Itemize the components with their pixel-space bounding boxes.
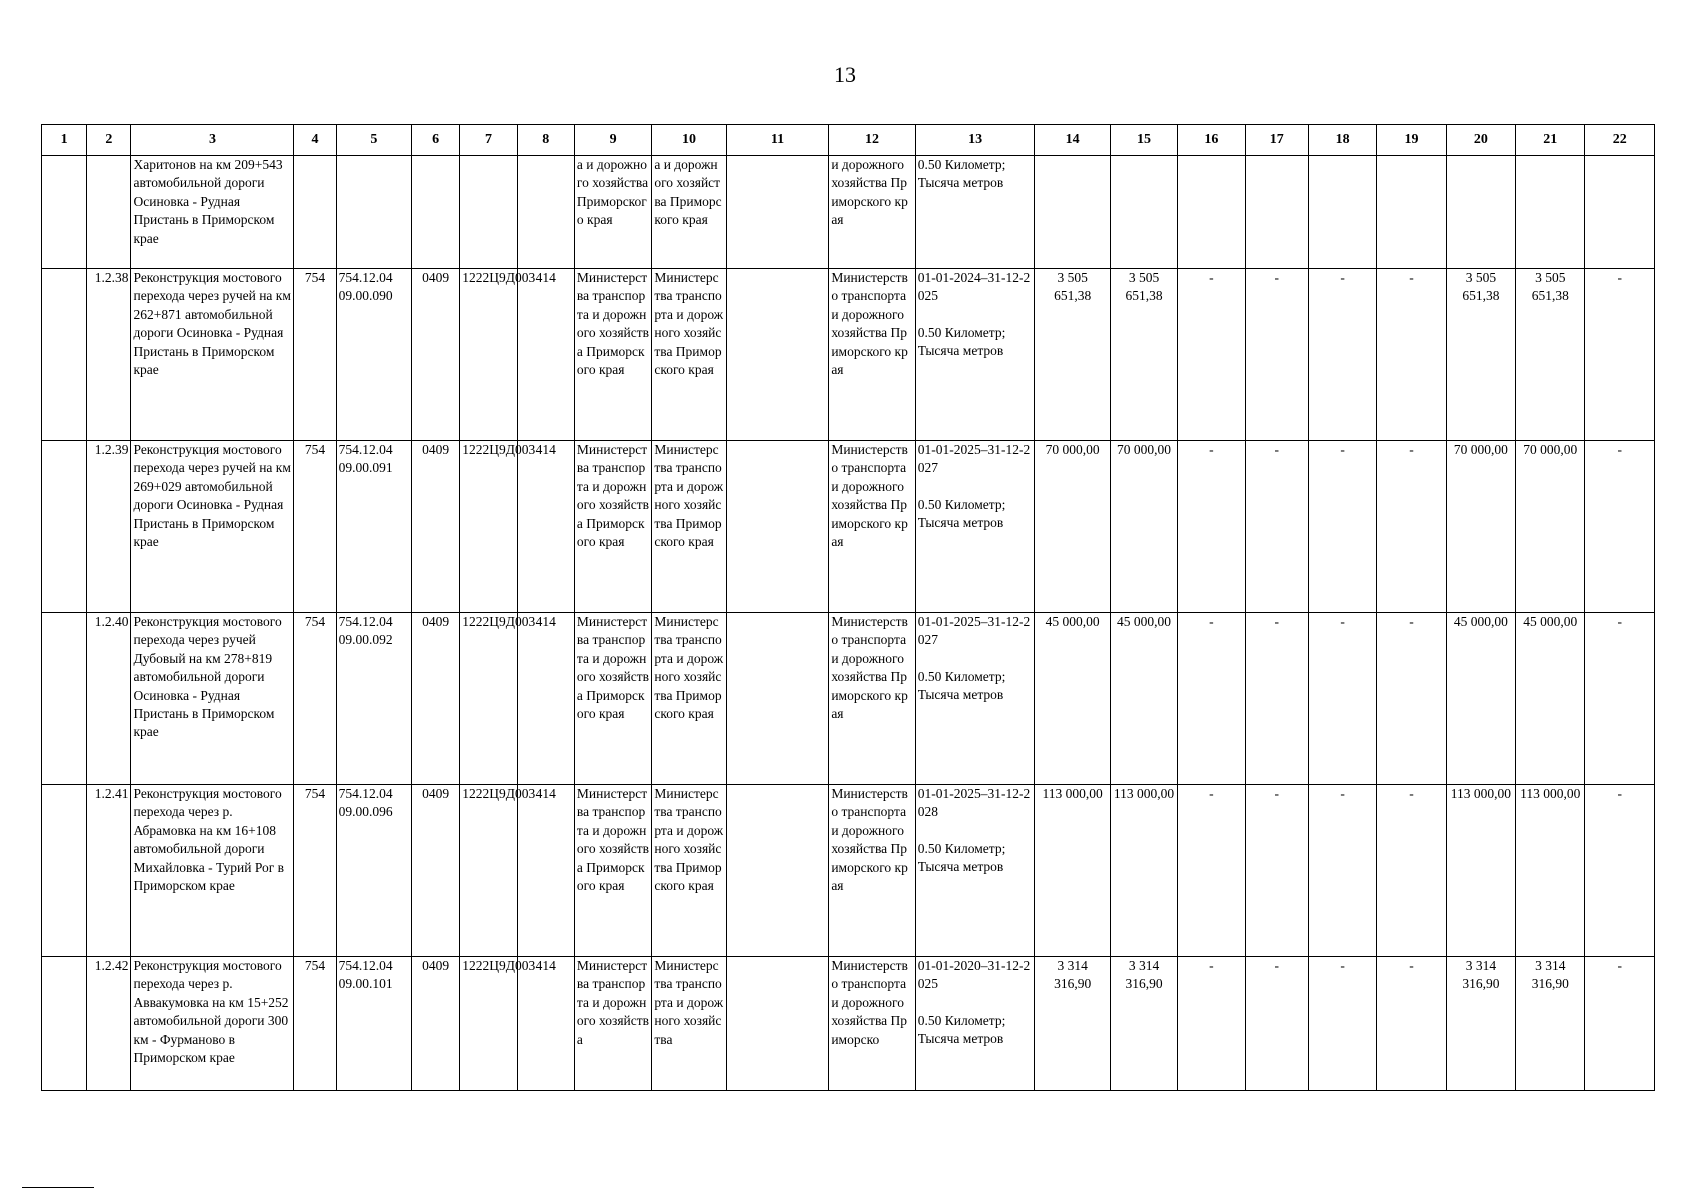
cell-object-code: 754.12.04 09.00.101 — [336, 957, 411, 1091]
cell-col-22: - — [1585, 269, 1655, 441]
cell-col-22: - — [1585, 785, 1655, 957]
cell-col-19: - — [1377, 441, 1446, 613]
cell-col-21: 45 000,00 — [1516, 613, 1585, 785]
cell-period-capacity — [915, 613, 1035, 785]
cell-object-code: 754.12.04 09.00.091 — [336, 441, 411, 613]
cell-col-17 — [1245, 156, 1308, 269]
cell-col-11 — [726, 269, 829, 441]
column-header-12: 12 — [829, 125, 915, 156]
cell-col-18: - — [1308, 441, 1376, 613]
cell-customer: Министерства транспорта и дорожного хозяйства Приморского края — [574, 613, 651, 785]
cell-grbs-code: 754 — [294, 269, 336, 441]
cell-col-15: 3 505 651,38 — [1110, 269, 1177, 441]
cell-object-code — [336, 156, 411, 269]
column-header-10: 10 — [652, 125, 726, 156]
cell-col-16: - — [1178, 785, 1245, 957]
cell-period-capacity — [915, 269, 1035, 441]
cell-item-number: 1.2.40 — [87, 613, 131, 785]
cell-col-19: - — [1377, 785, 1446, 957]
column-header-11: 11 — [726, 125, 829, 156]
cell-col-17: - — [1245, 269, 1308, 441]
cell-col-11 — [726, 957, 829, 1091]
table-row — [42, 785, 1655, 957]
cell-expense-type: 414 — [517, 269, 574, 441]
cell-section-code: 0409 — [412, 269, 460, 441]
program-table — [41, 124, 1655, 1091]
cell-col-17: - — [1245, 957, 1308, 1091]
cell-expense-type: 414 — [517, 441, 574, 613]
cell-col-17: - — [1245, 785, 1308, 957]
column-header-14: 14 — [1035, 125, 1110, 156]
footnote-rule — [22, 1187, 94, 1188]
column-header-4: 4 — [294, 125, 336, 156]
cell-item-number — [87, 156, 131, 269]
cell-col-1 — [42, 613, 87, 785]
cell-object-code: 754.12.04 09.00.092 — [336, 613, 411, 785]
column-header-13: 13 — [915, 125, 1035, 156]
cell-col-16: - — [1178, 269, 1245, 441]
cell-col-1 — [42, 957, 87, 1091]
cell-object-code: 754.12.04 09.00.096 — [336, 785, 411, 957]
cell-col-17: - — [1245, 613, 1308, 785]
column-header-1: 1 — [42, 125, 87, 156]
cell-developer: а и дорожного хозяйства Приморского края — [652, 156, 726, 269]
cell-item-number: 1.2.42 — [87, 957, 131, 1091]
cell-col-21: 3 505 651,38 — [1516, 269, 1585, 441]
cell-grbs-code: 754 — [294, 441, 336, 613]
cell-total-cost: 113 000,00 — [1035, 785, 1110, 957]
cell-col-11 — [726, 613, 829, 785]
cell-col-15: 70 000,00 — [1110, 441, 1177, 613]
cell-section-code: 0409 — [412, 613, 460, 785]
cell-col-20: 3 314 316,90 — [1446, 957, 1515, 1091]
cell-responsible: Министерство транспорта и дорожного хозяйства Приморского края — [829, 613, 915, 785]
cell-developer: Министерства транспорта и дорожного хозяйства Приморского края — [652, 269, 726, 441]
cell-col-16: - — [1178, 613, 1245, 785]
cell-customer: Министерства транспорта и дорожного хозяйства Приморского края — [574, 785, 651, 957]
cell-expense-type: 414 — [517, 957, 574, 1091]
cell-target-article — [460, 156, 517, 269]
cell-grbs-code — [294, 156, 336, 269]
column-header-16: 16 — [1178, 125, 1245, 156]
period-text: 01-01-2025–31-12-2028 — [917, 786, 1031, 820]
table-row — [42, 957, 1655, 1091]
cell-grbs-code: 754 — [294, 785, 336, 957]
cell-total-cost — [1035, 156, 1110, 269]
cell-responsible: Министерство транспорта и дорожного хозяйства Приморского края — [829, 441, 915, 613]
cell-developer: Министерства транспорта и дорожного хозяйства Приморского края — [652, 785, 726, 957]
cell-expense-type — [517, 156, 574, 269]
cell-col-1 — [42, 441, 87, 613]
column-header-3: 3 — [131, 125, 294, 156]
cell-col-20 — [1446, 156, 1515, 269]
cell-col-22: - — [1585, 613, 1655, 785]
column-header-8: 8 — [517, 125, 574, 156]
cell-responsible: Министерство транспорта и дорожного хозяйства Приморского края — [829, 269, 915, 441]
cell-col-19 — [1377, 156, 1446, 269]
page-number: 13 — [834, 62, 856, 87]
column-header-22: 22 — [1585, 125, 1655, 156]
cell-col-22 — [1585, 156, 1655, 269]
cell-developer: Министерства транспорта и дорожного хозяйства Приморского края — [652, 613, 726, 785]
cell-col-15: 113 000,00 — [1110, 785, 1177, 957]
column-header-21: 21 — [1516, 125, 1585, 156]
cell-item-number: 1.2.38 — [87, 269, 131, 441]
cell-period-capacity — [915, 957, 1035, 1091]
cell-item-number: 1.2.39 — [87, 441, 131, 613]
cell-customer: а и дорожного хозяйства Приморского края — [574, 156, 651, 269]
cell-col-20: 70 000,00 — [1446, 441, 1515, 613]
cell-col-1 — [42, 269, 87, 441]
cell-target-article: 1222Ц9Д003 — [460, 613, 517, 785]
capacity-text: 0.50 Километр; Тысяча метров — [917, 840, 1006, 875]
cell-col-11 — [726, 156, 829, 269]
cell-col-17: - — [1245, 441, 1308, 613]
cell-col-18: - — [1308, 785, 1376, 957]
cell-item-number: 1.2.41 — [87, 785, 131, 957]
cell-total-cost: 45 000,00 — [1035, 613, 1110, 785]
cell-col-21: 70 000,00 — [1516, 441, 1585, 613]
cell-col-19: - — [1377, 957, 1446, 1091]
cell-section-code: 0409 — [412, 957, 460, 1091]
cell-target-article: 1222Ц9Д003 — [460, 441, 517, 613]
column-header-9: 9 — [574, 125, 651, 156]
cell-expense-type: 414 — [517, 613, 574, 785]
cell-col-11 — [726, 785, 829, 957]
table-row — [42, 269, 1655, 441]
cell-col-16 — [1178, 156, 1245, 269]
cell-object-code: 754.12.04 09.00.090 — [336, 269, 411, 441]
capacity-text: 0.50 Километр; Тысяча метров — [917, 324, 1006, 359]
cell-section-code: 0409 — [412, 441, 460, 613]
cell-customer: Министерства транспорта и дорожного хозяйства Приморского края — [574, 269, 651, 441]
cell-responsible: Министерство транспорта и дорожного хозяйства Приморско — [829, 957, 915, 1091]
cell-col-18: - — [1308, 613, 1376, 785]
cell-col-21: 113 000,00 — [1516, 785, 1585, 957]
cell-target-article: 1222Ц9Д003 — [460, 785, 517, 957]
cell-period-capacity — [915, 156, 1035, 269]
cell-object-name: Реконструкция мостового перехода через ручей на км 269+029 автомобильной дороги Осиновка - Рудная Пристань в Приморском крае — [131, 441, 294, 613]
cell-col-18 — [1308, 156, 1376, 269]
period-text: 01-01-2025–31-12-2027 — [917, 614, 1031, 648]
cell-col-1 — [42, 785, 87, 957]
column-header-2: 2 — [87, 125, 131, 156]
cell-object-name: Реконструкция мостового перехода через ручей на км 262+871 автомобильной дороги Осиновка - Рудная Пристань в Приморском крае — [131, 269, 294, 441]
cell-object-name: Харитонов на км 209+543 автомобильной дороги Осиновка - Рудная Пристань в Приморском крае — [131, 156, 294, 269]
cell-section-code: 0409 — [412, 785, 460, 957]
column-header-5: 5 — [336, 125, 411, 156]
column-header-19: 19 — [1377, 125, 1446, 156]
period-text: 01-01-2024–31-12-2025 — [917, 270, 1031, 304]
cell-col-21: 3 314 316,90 — [1516, 957, 1585, 1091]
capacity-text: 0.50 Километр; Тысяча метров — [917, 496, 1006, 531]
cell-col-20: 45 000,00 — [1446, 613, 1515, 785]
cell-object-name: Реконструкция мостового перехода через р. Абрамовка на км 16+108 автомобильной дороги Михайловка - Турий Рог в Приморском крае — [131, 785, 294, 957]
capacity-text: 0.50 Километр; Тысяча метров — [917, 157, 1006, 191]
cell-responsible: Министерство транспорта и дорожного хозяйства Приморского края — [829, 785, 915, 957]
cell-developer: Министерства транспорта и дорожного хозяйства — [652, 957, 726, 1091]
cell-grbs-code: 754 — [294, 613, 336, 785]
period-text: 01-01-2020–31-12-2025 — [917, 958, 1031, 992]
cell-total-cost: 3 314 316,90 — [1035, 957, 1110, 1091]
period-text: 01-01-2025–31-12-2027 — [917, 442, 1031, 476]
column-header-15: 15 — [1110, 125, 1177, 156]
cell-col-16: - — [1178, 957, 1245, 1091]
cell-total-cost: 70 000,00 — [1035, 441, 1110, 613]
cell-developer: Министерства транспорта и дорожного хозяйства Приморского края — [652, 441, 726, 613]
cell-col-20: 113 000,00 — [1446, 785, 1515, 957]
column-header-18: 18 — [1308, 125, 1376, 156]
table-row — [42, 613, 1655, 785]
cell-target-article: 1222Ц9Д003 — [460, 957, 517, 1091]
column-header-17: 17 — [1245, 125, 1308, 156]
cell-customer: Министерства транспорта и дорожного хозяйства — [574, 957, 651, 1091]
cell-col-18: - — [1308, 957, 1376, 1091]
cell-total-cost: 3 505 651,38 — [1035, 269, 1110, 441]
cell-col-19: - — [1377, 269, 1446, 441]
cell-col-11 — [726, 441, 829, 613]
cell-col-22: - — [1585, 957, 1655, 1091]
capacity-text: 0.50 Километр; Тысяча метров — [917, 668, 1006, 703]
cell-col-1 — [42, 156, 87, 269]
cell-col-15: 45 000,00 — [1110, 613, 1177, 785]
column-header-6: 6 — [412, 125, 460, 156]
cell-col-16: - — [1178, 441, 1245, 613]
cell-section-code — [412, 156, 460, 269]
cell-col-18: - — [1308, 269, 1376, 441]
cell-col-20: 3 505 651,38 — [1446, 269, 1515, 441]
cell-col-19: - — [1377, 613, 1446, 785]
cell-grbs-code: 754 — [294, 957, 336, 1091]
cell-col-15: 3 314 316,90 — [1110, 957, 1177, 1091]
cell-expense-type: 414 — [517, 785, 574, 957]
cell-object-name: Реконструкция мостового перехода через р. Аввакумовка на км 15+252 автомобильной дороги 300 км - Фурманово в Приморском крае — [131, 957, 294, 1091]
table-row — [42, 156, 1655, 269]
cell-period-capacity — [915, 785, 1035, 957]
cell-col-22: - — [1585, 441, 1655, 613]
cell-object-name: Реконструкция мостового перехода через ручей Дубовый на км 278+819 автомобильной дороги Осиновка - Рудная Пристань в Приморском крае — [131, 613, 294, 785]
capacity-text: 0.50 Километр; Тысяча метров — [917, 1012, 1006, 1047]
cell-period-capacity — [915, 441, 1035, 613]
cell-target-article: 1222Ц9Д003 — [460, 269, 517, 441]
cell-customer: Министерства транспорта и дорожного хозяйства Приморского края — [574, 441, 651, 613]
header-row — [42, 125, 1655, 156]
cell-responsible: и дорожного хозяйства Приморского края — [829, 156, 915, 269]
cell-col-15 — [1110, 156, 1177, 269]
column-header-20: 20 — [1446, 125, 1515, 156]
column-header-7: 7 — [460, 125, 517, 156]
table-row — [42, 441, 1655, 613]
cell-col-21 — [1516, 156, 1585, 269]
